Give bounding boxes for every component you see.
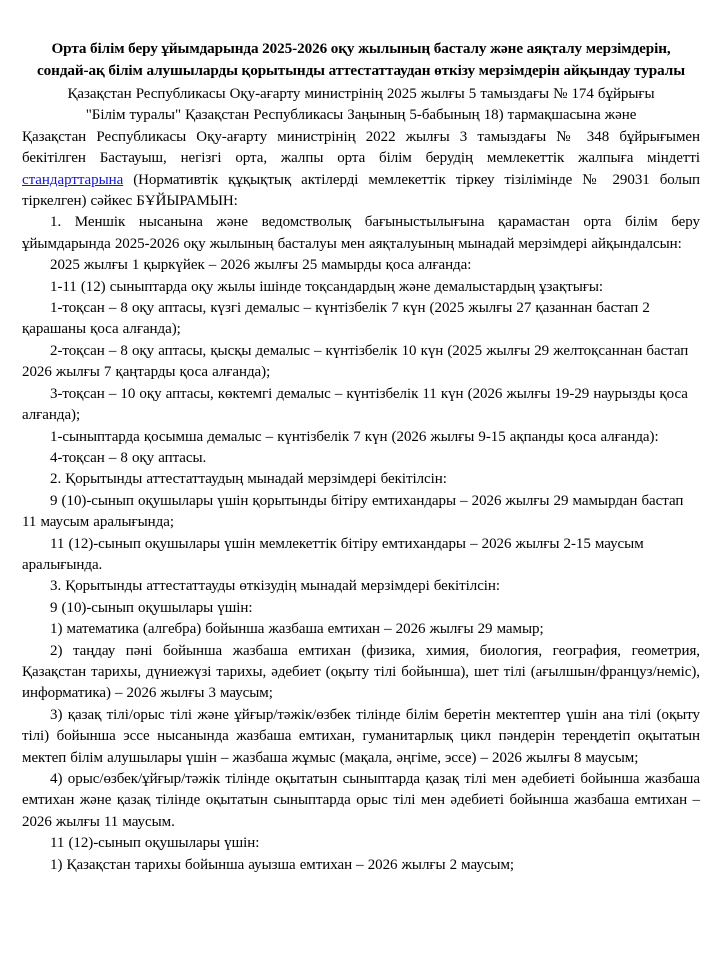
standards-link[interactable]: стандарттарына (22, 171, 124, 188)
clause-3-grade-11-header: 11 (12)-сынып оқушылары үшін: (50, 835, 260, 852)
grade-9-item-1: 1) математика (алгебра) бойынша жазбаша емтихан – 2026 жылғы 29 мамыр; (50, 621, 544, 638)
preamble-standards-reference (22, 127, 700, 213)
preamble-text-before-link: Қазақстан Республикасы Оқу-ағарту министрінің 2022 жылғы 3 тамыздағы № 348 бұйрығымен бекітілген Бастауыш, негізгі орта, жалпы орта білім берудің мемлекеттік жалпыға міндетті (22, 128, 700, 167)
preamble-law-reference: "Білім туралы" Қазақстан Республикасы Заңының 5-бабының 18) тармақшасына және (85, 107, 637, 124)
quarter-3: 3-тоқсан – 10 оқу аптасы, көктемгі демалыс – күнтізбелік 11 күн (2026 жылғы 19-29 наурызды қоса алғанда); (22, 385, 688, 424)
grade-9-item-4: 4) орыс/өзбек/ұйғыр/тәжік тілінде оқытатын сыныптарда қазақ тілі мен әдебиеті бойынша жазбаша емтихан және қазақ тілінде оқытатын сыныптарда орыс тілі мен әдебиеті бойынша жазбаша емтихан – 2026 жылғы 11 маусым. (22, 771, 700, 830)
clause-2-grade-11: 11 (12)-сынып оқушылары үшін мемлекеттік бітіру емтихандары – 2026 жылғы 2-15 маусым аралығында. (22, 535, 644, 573)
preamble-order-reference: Қазақстан Республикасы Оқу-ағарту министрінің 2025 жылғы 5 тамыздағы № 174 бұйрығы (67, 86, 655, 102)
clause-3-grade-9-header: 9 (10)-сынып оқушылары үшін: (50, 599, 253, 616)
clause-1-grades: 1-11 (12) сыныптарда оқу жылы ішінде тоқсандардың және демалыстардың ұзақтығы: (50, 278, 603, 295)
clause-2-grade-9: 9 (10)-сынып оқушылары үшін қорытынды бітіру емтихандары – 2026 жылғы 29 мамырдан бастап 11 маусым аралығында; (22, 492, 684, 531)
clause-3: 3. Қорытынды аттестаттауды өткізудің мынадай мерзімдері бекітілсін: (50, 578, 501, 595)
quarter-1: 1-тоқсан – 8 оқу аптасы, күзгі демалыс – күнтізбелік 7 күн (2025 жылғы 27 қазаннан бастап 2 қарашаны қоса алғанда); (22, 300, 650, 338)
quarter-2: 2-тоқсан – 8 оқу аптасы, қысқы демалыс – күнтізбелік 10 күн (2025 жылғы 29 желтоқсаннан бастап 2026 жылғы 7 қаңтарды қоса алғанда); (22, 342, 689, 381)
grade-11-item-1: 1) Қазақстан тарихы бойынша ауызша емтихан – 2026 жылғы 2 маусым; (50, 856, 515, 873)
grade-9-item-3: 3) қазақ тілі/орыс тілі және ұйғыр/тәжік/өзбек тілінде білім беретін мектептер үшін ана тілі (оқыту тілі) бойынша эссе нысанында жазбаша емтихан, гуманитарлық цикл пәндерін тереңдетіп оқытатын мектеп білім алушылары үшін – жазбаша жұмыс (мақала, әңгіме, эссе) – 2026 жылғы 8 маусым; (22, 706, 700, 766)
clause-2: 2. Қорытынды аттестаттаудың мынадай мерзімдері бекітілсін: (50, 471, 447, 488)
clause-1-range: 2025 жылғы 1 қыркүйек – 2026 жылғы 25 мамырды қоса алғанда: (50, 257, 472, 274)
grade-1-extra-holiday: 1-сыныптарда қосымша демалыс – күнтізбелік 7 күн (2026 жылғы 9-15 ақпанды қоса алғанда): (50, 428, 659, 445)
page-title: Орта білім беру ұйымдарында 2025-2026 оқу жылының басталу және аяқталу мерзімдерін, сондай-ақ білім алушыларды қорытынды аттестаттаудан өткізу мерзімдерін айқындау туралы (37, 40, 685, 79)
preamble-text-after-link: (Нормативтік құқықтық актілерді мемлекеттік тіркеу тізілімінде № 29031 болып тіркелген) сәйкес БҰЙЫРАМЫН: (22, 171, 700, 210)
grade-9-item-2: 2) таңдау пәні бойынша жазбаша емтихан (физика, химия, биология, география, геометрия, Қазақстан тарихы, дүниежүзі тарихы, әдебиет (оқыту тілі бойынша), шет тілі (ағылшын/француз/неміс), информатика) – 2026 жылғы 3 маусым; (22, 642, 700, 702)
clause-1: 1. Меншік нысанына және ведомстволық бағыныстылығына қарамастан орта білім беру ұйымдарында 2025-2026 оқу жылының басталуы мен аяқталуының мынадай мерзімдері айқындалсын: (22, 214, 700, 252)
quarter-4: 4-тоқсан – 8 оқу аптасы. (50, 449, 207, 466)
